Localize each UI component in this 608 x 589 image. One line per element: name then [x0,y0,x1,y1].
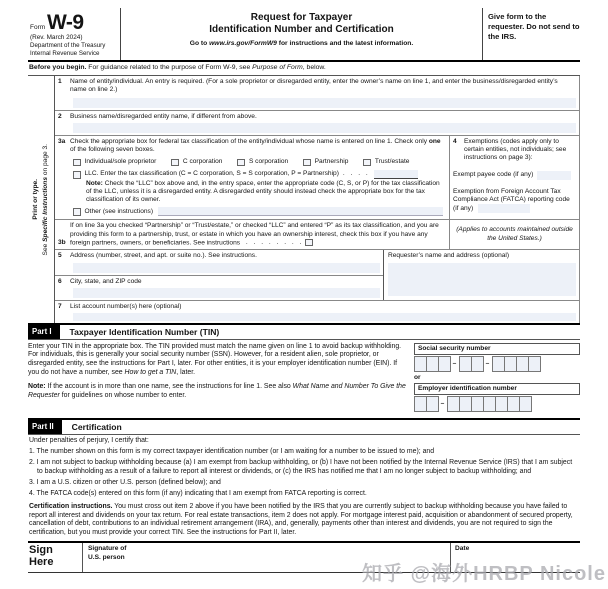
account-numbers-input[interactable] [73,313,576,321]
ssn-boxes [414,356,580,372]
line7-row [55,301,579,321]
ssn-dash: – [485,359,490,367]
line3b-text: If on line 3a you checked “Partnership” or “Trust/estate,” or checked “LLC” and entered “P” as its tax classification, and you are providing this form to a partnership, trust, or estate in which you have an ownership interest, check this box if you have any foreign partners, owners, or beneficiaries. See instructions [70,222,439,247]
part1-paragraph [28,343,406,378]
subtitle-post: for instructions and the latest information. [276,39,414,47]
form-title-line2: Identification Number and Certification [209,23,394,35]
fields-section [28,76,580,325]
byb-pre: For guidance related to the purpose of Form W-9, see [86,63,253,71]
fatca-code-input[interactable] [478,204,530,213]
sign-word: Sign [29,544,53,557]
classification-s-corp[interactable] [237,158,288,166]
subtitle-pre: Go to [189,39,210,47]
llc-note-bold: Note: [86,179,103,187]
part1-para-pre: Enter your TIN in the appropriate box. The TIN provided must match the name given on line 1 to avoid backup withholding. For individuals, this is generally your social security number (SSN). However, for a resident alien, sole proprietor, or disregarded entity, see the instructions for Part I, later. For other entities, it is your employer identification number (EIN). If you do not have a number, see [28,342,402,376]
form-header [28,8,580,62]
exempt-payee-row [453,171,575,180]
part1-note-post: for guidelines on whose number to enter. [59,391,187,399]
applies-note: (Applies to accounts maintained outside the United States.) [449,220,579,249]
signature-label-line2: U.S. person [88,553,125,561]
line4-number: 4 [453,137,457,145]
certification-item-4: 4. The FATCA code(s) entered on this form (if any) indicating that I am exempt from FATCA reporting is correct. [29,490,367,498]
part1-title: Taxpayer Identification Number (TIN) [69,326,220,337]
give-form-note: Give form to the requester. Do not send to the IRS. [488,12,580,41]
part1-note [28,383,406,400]
llc-checkbox[interactable] [73,171,81,179]
part1-text [28,343,414,415]
trust-estate-checkbox[interactable] [363,159,371,167]
side-pre: See [41,241,49,256]
partnership-checkbox[interactable] [303,159,311,167]
sign-here-label [28,543,82,572]
llc-dot-leader: . . . . [342,170,370,178]
byb-italic: Purpose of Form [252,63,303,71]
part2-title: Certification [71,421,122,432]
ein-dash: – [440,400,445,408]
side-italic: Specific Instructions [41,176,49,242]
line3a-label-pre: Check the appropriate box for federal tax classification of the entity/individual whose name is entered on line 1. Check only [70,137,429,145]
line3a-label-post: of the following seven boxes. [70,146,155,154]
part1-badge: Part I [28,325,60,339]
requester-cell [383,250,579,299]
form-number: W-9 [47,11,84,34]
ein-digit-box[interactable] [519,396,532,412]
business-name-input[interactable] [73,123,576,133]
watermark: 知乎 @海外HRBP Nicole [362,563,606,585]
cert-instructions-text: You must cross out item 2 above if you have been notified by the IRS that you are currently subject to backup withholding because you have failed to report all interest and dividends on your tax return. For real estate transactions, item 2 does not apply. For mortgage interest paid, acquisition or abandonment of secured property, cancellation of debt, contributions to an individual retirement arrangement (IRA), and, generally, payments other than interest and dividends, you are not required to sign the certification, but you must provide your correct TIN. See the instructions for Part II, later. [29,502,573,536]
line1-label: Name of entity/individual. An entry is required. (For a sole proprietor or disregarded entity, enter the owner’s name on line 1, and enter the business/disregarded entity’s name on line 2.) [70,78,558,94]
other-input[interactable] [158,207,443,216]
partnership-label: Partnership [314,158,349,166]
form-body [28,8,580,573]
before-you-begin [28,62,580,76]
department-label: Department of the Treasury [30,42,106,50]
certification-intro: Under penalties of perjury, I certify that: [29,437,149,445]
line4-label: Exemptions (codes apply only to certain entities, not individuals; see instructions on page 3): [464,137,567,162]
other-checkbox[interactable] [73,208,81,216]
part1-body [28,340,580,421]
address-column [55,250,383,299]
irs-url-link[interactable]: www.irs.gov/FormW9 [209,39,277,47]
certification-item-2: 2. I am not subject to backup withholding because (a) I am exempt from backup withholding, or (b) I have not been notified by the Internal Revenue Service (IRS) that I am subject to backup withholding as a result of a failure to report all interest or dividends, or (c) the IRS has notified me that I am no longer subject to backup withholding; and [29,459,573,476]
exempt-payee-code-input[interactable] [537,171,571,180]
line3b-label [70,222,449,247]
llc-code-input[interactable] [374,170,418,179]
certification-item-1: 1. The number shown on this form is my correct taxpayer identification number (or I am waiting for a number to be issued to me); and [29,448,435,456]
signature-label-line1: Signature of [88,545,127,553]
line3a-label-bold: one [428,137,441,145]
signature-field[interactable] [82,543,337,572]
byb-post: , below. [302,63,326,71]
line3b-row [55,220,579,250]
form-title [127,12,476,36]
classification-partnership[interactable] [303,158,348,166]
line5-number: 5 [58,252,62,260]
line6-number: 6 [58,277,62,285]
part1-para-post: , later. [176,368,196,376]
certification-instructions [29,503,579,538]
llc-note-text: Check the “LLC” box above and, in the entry space, enter the appropriate code (C, S, or P) for the tax classification of the LLC, unless it is a disregarded entity. A disregarded entity should instead check the appropriate box for the tax classification of its owner. [86,179,440,204]
line5-row [55,250,383,275]
tin-column [414,343,580,415]
individual-label: Individual/sole proprietor [84,158,157,166]
form-id-block [28,8,120,60]
trust-estate-label: Trust/estate [374,158,410,166]
line2-label: Business name/disregarded entity name, if different from above. [70,112,257,120]
line6-label: City, state, and ZIP code [70,277,142,285]
part1-header [28,325,580,340]
exempt-payee-label: Exempt payee code (if any) [453,171,534,179]
byb-bold: Before you begin. [29,63,87,71]
fatca-label: Exemption from Foreign Account Tax Compliance Act (FATCA) reporting code (if any) [453,187,570,212]
form-title-line1: Request for Taxpayer [250,12,353,23]
or-label: or [414,373,421,381]
revision-date: (Rev. March 2024) [30,34,83,42]
ssn-digit-box[interactable] [528,356,541,372]
classification-trust-estate[interactable] [363,158,409,166]
line4-cell [449,136,579,219]
llc-label: LLC. Enter the tax classification (C = C corporation, S = S corporation, P = Partnership) [84,170,339,178]
line2-row [55,111,579,136]
address-input[interactable] [73,263,380,273]
irs-label: Internal Revenue Service [30,50,100,57]
c-corporation-label: C corporation [182,158,223,166]
c-corporation-checkbox[interactable] [171,159,179,167]
part1-note-italic: What Name and Number To Give the Requester [28,383,406,399]
individual-checkbox[interactable] [73,159,81,167]
cert-instructions-bold: Certification instructions. [29,502,113,510]
line3a-label [70,138,449,154]
requester-label: Requester’s name and address (optional) [388,252,510,260]
certification-item-3: 3. I am a U.S. citizen or other U.S. person (defined below); and [29,479,221,487]
s-corporation-checkbox[interactable] [237,159,245,167]
classification-individual[interactable] [73,158,156,166]
classification-c-corp[interactable] [171,158,222,166]
foreign-partners-checkbox[interactable] [305,239,313,247]
line3a-line4-row [55,136,579,220]
here-word: Here [29,555,54,568]
ein-boxes [414,396,580,412]
date-label: Date [455,545,470,553]
line5-line6-row [55,250,579,300]
llc-note [86,180,443,205]
line7-number: 7 [58,302,62,310]
other-label: Other (see instructions) [84,207,154,215]
fatca-block [453,188,575,213]
line3b-cell [55,220,449,249]
part1-note-pre: If the account is in more than one name, see the instructions for line 1. See also [45,383,293,391]
name-input[interactable] [73,98,576,108]
form-subtitle [127,40,476,48]
line7-label: List account number(s) here (optional) [70,302,182,310]
print-or-type-label: Print or type. [32,179,40,220]
print-or-type-sidebar [28,76,55,323]
ein-label: Employer identification number [414,383,580,395]
llc-row [73,170,443,179]
part2-header [28,420,580,435]
line3b-number: 3b [58,239,66,247]
s-corporation-label: S corporation [248,158,289,166]
form-number-line [30,10,116,36]
requester-input[interactable] [388,263,576,296]
line3a-cell [55,136,449,219]
part1-note-bold: Note: [28,383,46,391]
part2-body [28,435,580,543]
other-row [73,207,443,216]
ssn-dash: – [452,359,457,367]
form-title-block [120,8,483,60]
side-post: on page 3. [41,143,49,177]
part2-badge: Part II [28,420,62,434]
city-state-zip-input[interactable] [73,288,380,298]
line3a-number: 3a [58,137,66,145]
line3b-dot-leader: . . . . . . . . [245,239,304,247]
line5-label: Address (number, street, and apt. or suite no.). See instructions. [70,252,257,260]
classification-checkbox-row [73,158,449,166]
ssn-label: Social security number [414,343,580,355]
line6-row [55,276,383,298]
see-instructions-label [42,144,50,255]
line2-number: 2 [58,112,62,120]
fields-column [55,76,580,323]
part1-para-italic: How to get a TIN [124,368,177,376]
form-word: Form [30,24,46,31]
line1-row [55,76,579,110]
line1-number: 1 [58,78,62,86]
